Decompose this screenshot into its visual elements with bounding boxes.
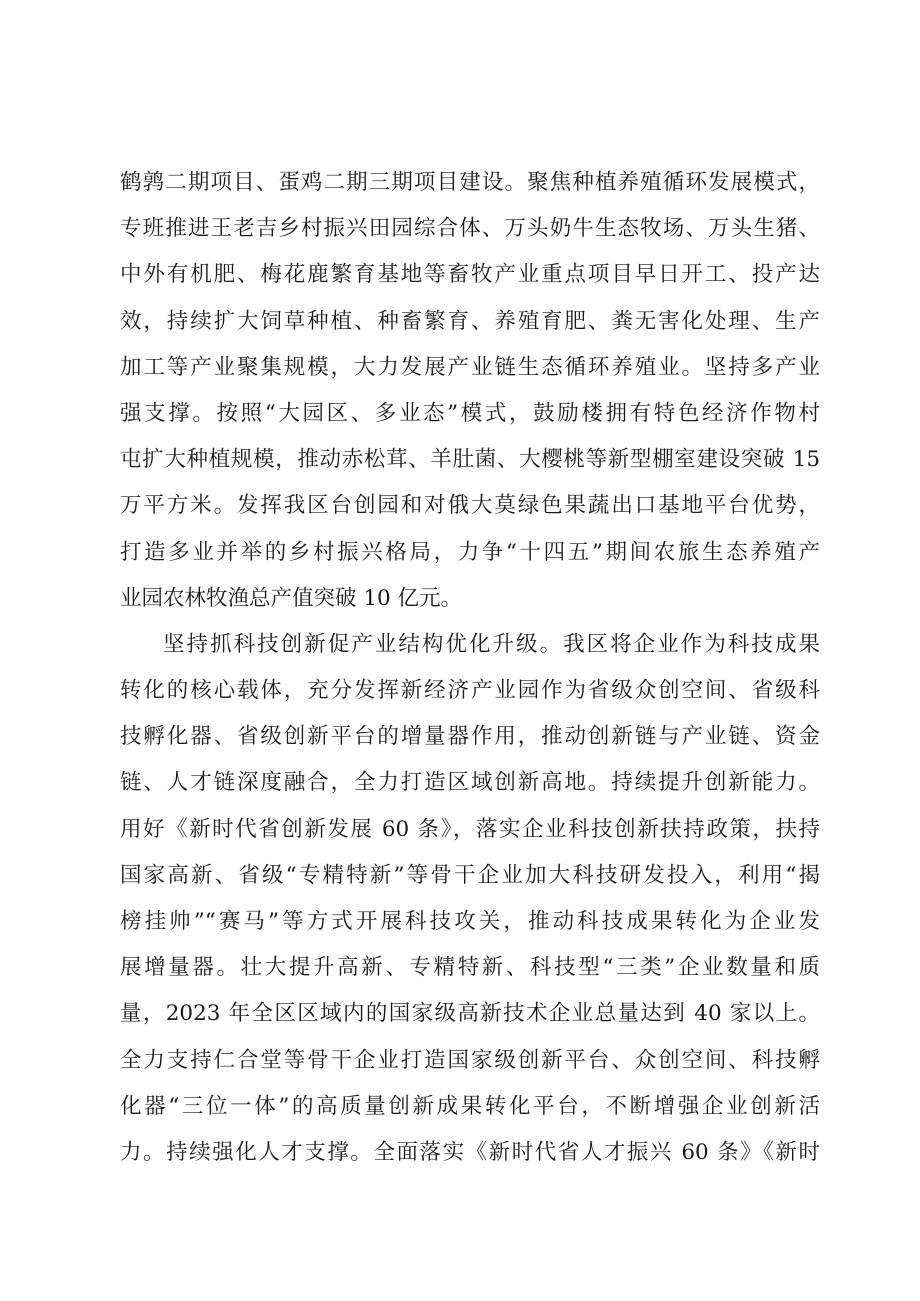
text-line: 万平方米。发挥我区台创园和对俄大莫绿色果蔬出口基地平台优势， [120,493,820,519]
paragraph-2 [120,622,820,1176]
text-line: 业园农林牧渔总产值突破 10 亿元。 [120,585,463,611]
text-line: 技孵化器、省级创新平台的增量器作用，推动创新链与产业链、资金 [120,724,820,750]
paragraph-1 [120,160,820,622]
text-line: 屯扩大种植规模，推动赤松茸、羊肚菌、大樱桃等新型棚室建设突破 15 [120,447,820,473]
text-line: 加工等产业聚集规模，大力发展产业链生态循环养殖业。坚持多产业 [120,354,820,380]
text-line: 打造多业并举的乡村振兴格局，力争“十四五”期间农旅生态养殖产 [120,539,820,565]
text-line: 坚持抓科技创新促产业结构优化升级。我区将企业作为科技成果 [163,631,820,657]
document-body [120,160,820,1176]
text-line: 化器“三位一体”的高质量创新成果转化平台，不断增强企业创新活 [120,1093,820,1119]
text-line: 中外有机肥、梅花鹿繁育基地等畜牧产业重点项目早日开工、投产达 [120,262,820,288]
text-line: 展增量器。壮大提升高新、专精特新、科技型“三类”企业数量和质 [120,955,820,981]
text-line: 榜挂帅”“赛马”等方式开展科技攻关，推动科技成果转化为企业发 [120,909,820,934]
text-line: 转化的核心载体，充分发挥新经济产业园作为省级众创空间、省级科 [120,678,820,704]
text-line: 力。持续强化人才支撑。全面落实《新时代省人才振兴 60 条》《新时 [120,1139,820,1165]
text-line: 效，持续扩大饲草种植、种畜繁育、养殖育肥、粪无害化处理、生产 [120,308,820,334]
text-line: 强支撑。按照“大园区、多业态”模式，鼓励楼拥有特色经济作物村 [120,400,820,426]
text-line: 用好《新时代省创新发展 60 条》，落实企业科技创新扶持政策，扶持 [120,816,820,842]
text-line: 全力支持仁合堂等骨干企业打造国家级创新平台、众创空间、科技孵 [120,1047,820,1073]
text-line: 国家高新、省级“专精特新”等骨干企业加大科技研发投入，利用“揭 [120,862,820,888]
text-line: 量，2023 年全区区域内的国家级高新技术企业总量达到 40 家以上。 [120,1001,820,1027]
text-line: 链、人才链深度融合，全力打造区域创新高地。持续提升创新能力。 [120,770,820,796]
text-line: 专班推进王老吉乡村振兴田园综合体、万头奶牛生态牧场、万头生猪、 [120,216,820,242]
text-line: 鹤鹑二期项目、蛋鸡二期三期项目建设。聚焦种植养殖循环发展模式， [120,170,820,195]
